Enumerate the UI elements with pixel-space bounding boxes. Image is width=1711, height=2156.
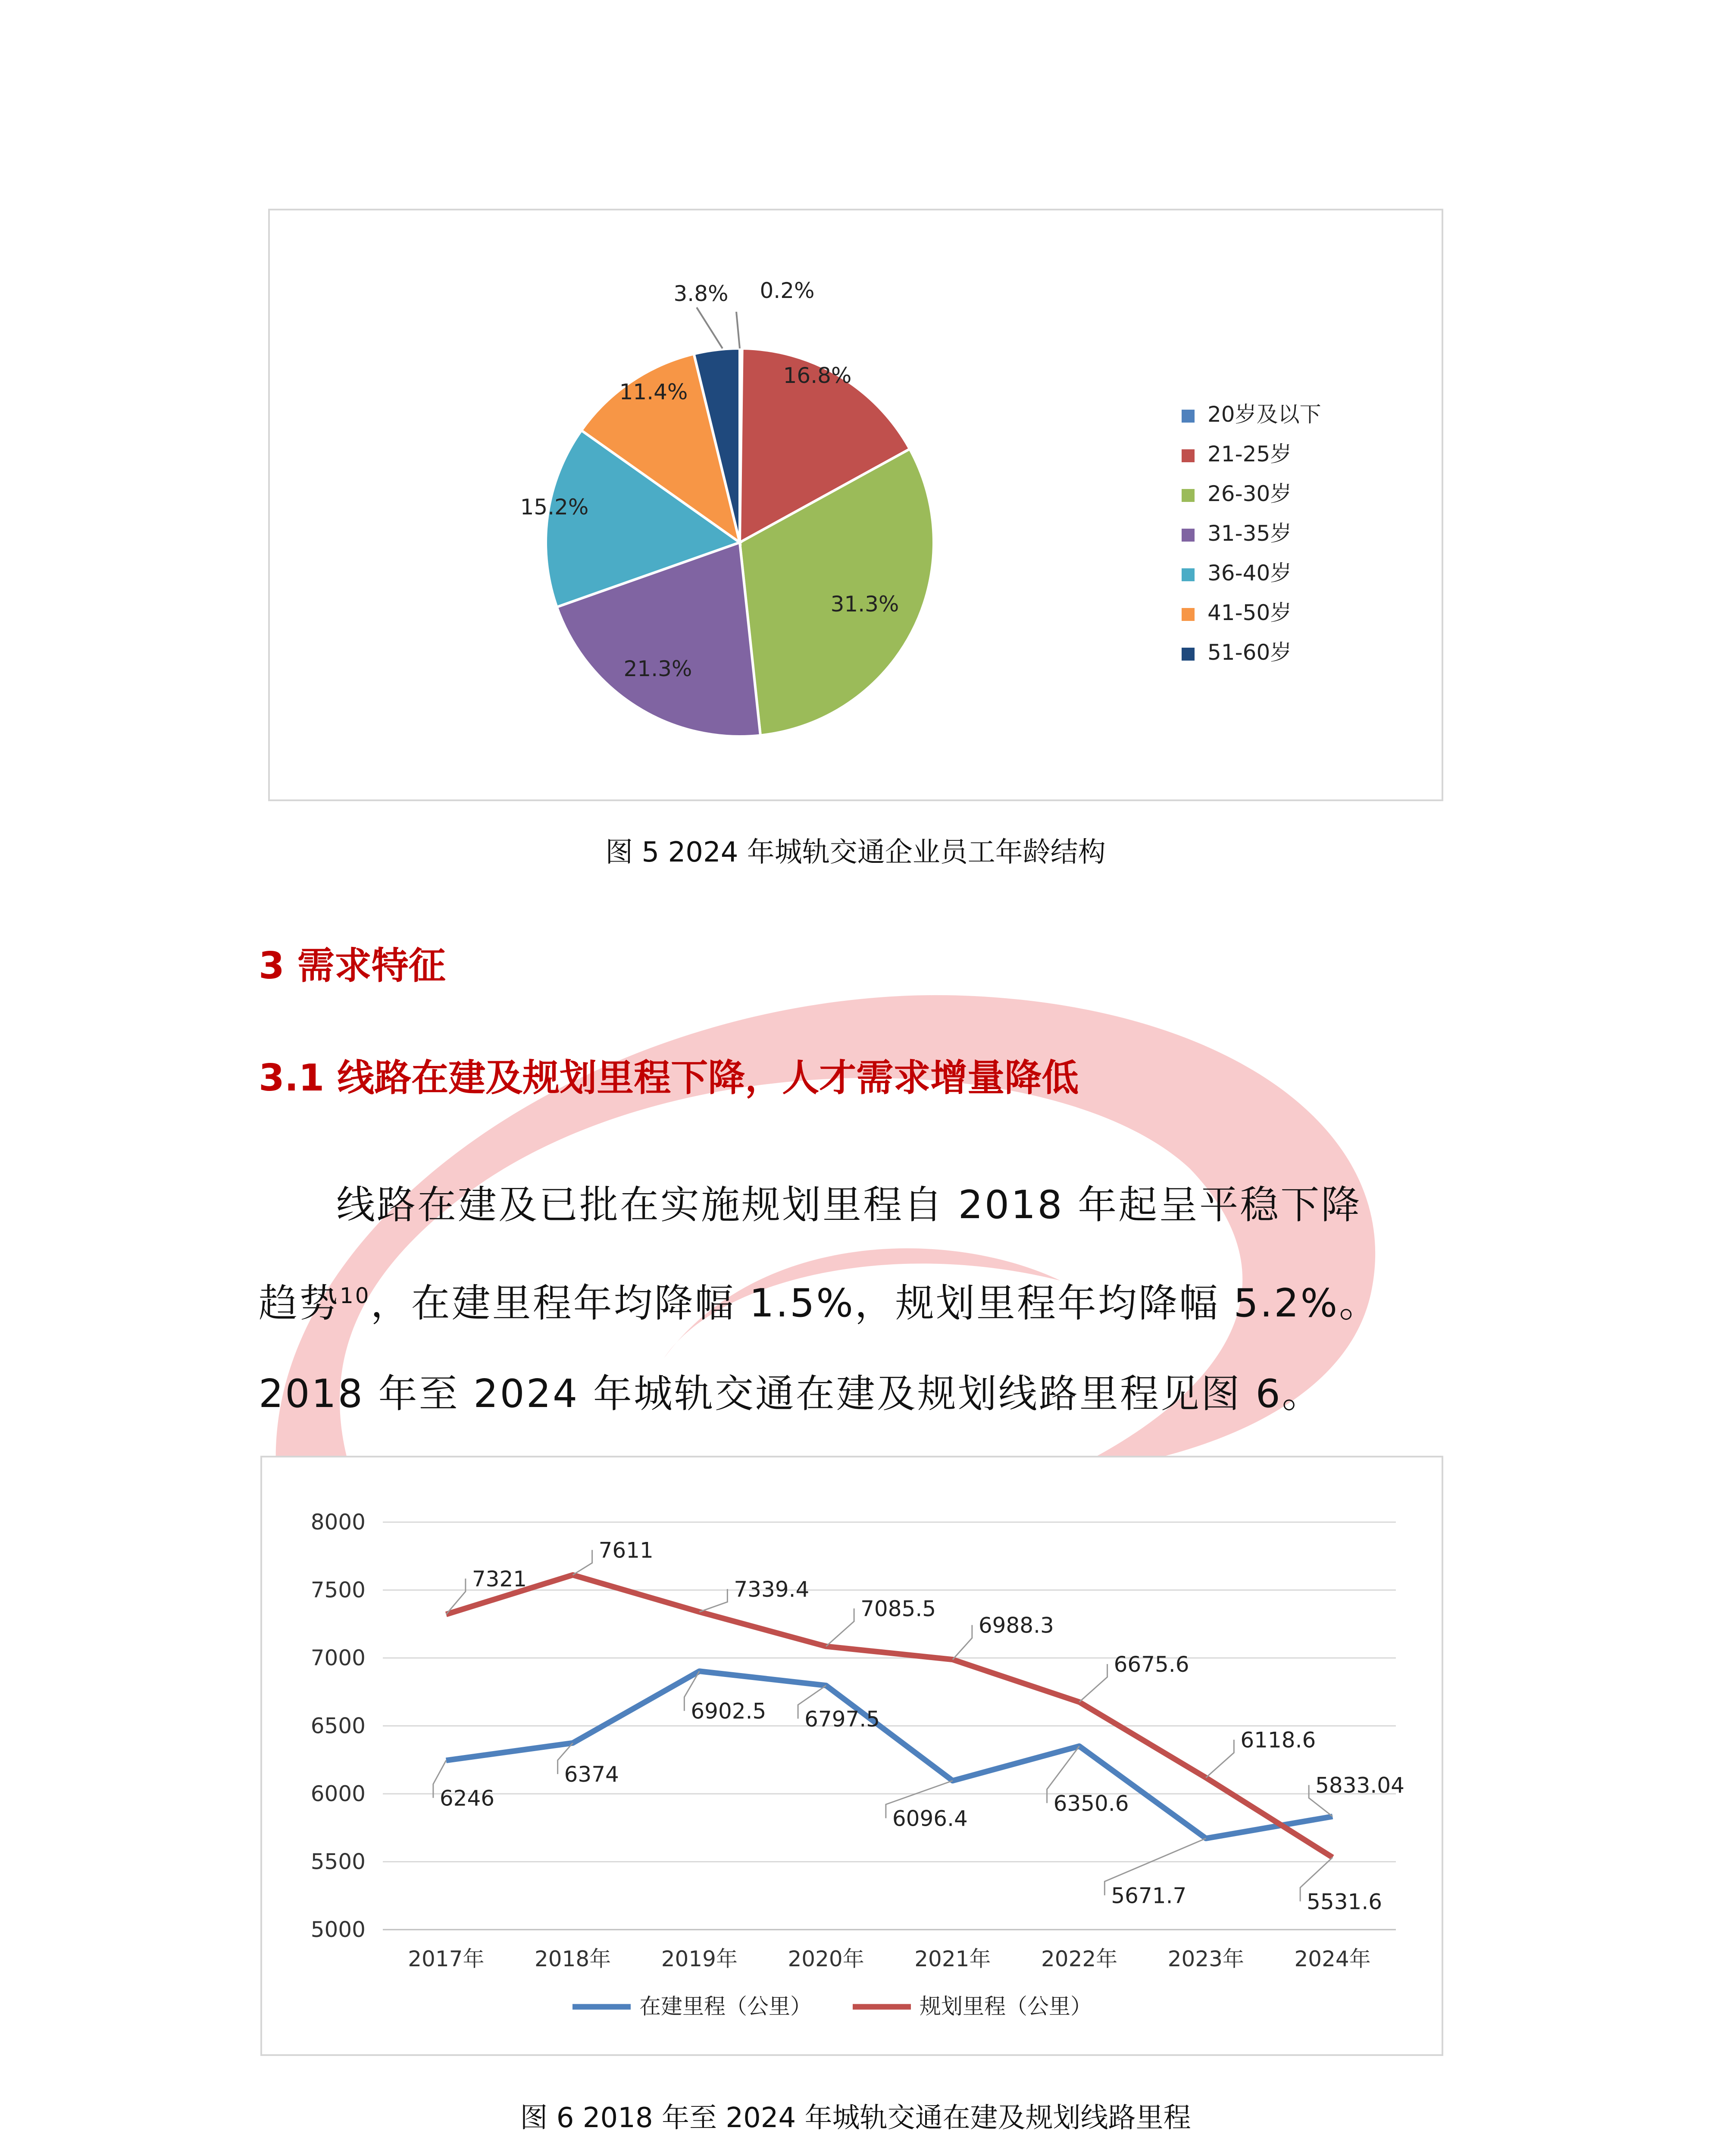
data-label: 6374 <box>564 1762 619 1787</box>
data-label: 6902.5 <box>691 1698 766 1724</box>
line-chart-frame <box>260 1456 1443 2056</box>
slice-data-label: 11.4% <box>619 379 688 404</box>
x-tick-label: 2020年 <box>788 1946 864 1971</box>
data-label: 6350.6 <box>1053 1791 1129 1816</box>
data-label: 6797.5 <box>804 1706 880 1732</box>
x-tick-label: 2024年 <box>1294 1946 1371 1971</box>
slice-data-label: 21.3% <box>623 656 692 681</box>
slice-data-label: 15.2% <box>520 495 589 520</box>
x-tick-label: 2018年 <box>535 1946 611 1971</box>
data-label: 7611 <box>598 1538 654 1563</box>
legend-swatch <box>1182 489 1195 502</box>
data-label-leader <box>1206 1740 1234 1778</box>
data-label: 6118.6 <box>1240 1727 1316 1753</box>
y-tick-label: 6000 <box>310 1781 366 1806</box>
data-label: 7339.4 <box>734 1577 810 1602</box>
figure5-caption: 图 5 2024 年城轨交通企业员工年龄结构 <box>605 837 1106 868</box>
x-tick-label: 2017年 <box>408 1946 485 1971</box>
legend-swatch <box>1182 529 1195 542</box>
section-heading: 3 需求特征 <box>259 944 446 987</box>
x-tick-label: 2023年 <box>1167 1946 1244 1971</box>
y-tick-label: 5000 <box>310 1917 366 1942</box>
legend-label: 20岁及以下 <box>1207 402 1321 427</box>
paragraph-line-2 <box>259 1250 1457 1349</box>
legend-swatch <box>1182 449 1195 462</box>
legend-swatch <box>1182 568 1195 581</box>
slice-data-label: 0.2% <box>760 278 815 303</box>
slice-data-label: 3.8% <box>673 281 729 306</box>
x-tick-label: 2019年 <box>661 1946 738 1971</box>
x-tick-label: 2021年 <box>914 1946 991 1971</box>
data-label-leader <box>953 1625 972 1660</box>
paragraph-line-3: 2018 年至 2024 年城轨交通在建及规划线路里程见图 6。 <box>259 1371 1323 1416</box>
legend-label: 31-35岁 <box>1207 521 1292 546</box>
legend-label: 21-25岁 <box>1207 442 1292 467</box>
legend-label: 51-60岁 <box>1207 640 1292 665</box>
data-label: 7321 <box>472 1566 527 1592</box>
data-label: 5671.7 <box>1111 1883 1187 1908</box>
footnote-ref: 10 <box>340 1283 371 1308</box>
data-label-leader <box>699 1589 727 1612</box>
data-label-leader <box>826 1608 854 1646</box>
y-tick-label: 7500 <box>310 1577 366 1603</box>
legend-label: 在建里程（公里） <box>639 1994 812 2019</box>
slice-leader-line <box>736 312 740 348</box>
x-tick-label: 2022年 <box>1041 1946 1118 1971</box>
data-label: 5833.04 <box>1315 1773 1404 1798</box>
body-paragraph <box>259 1160 1457 1439</box>
data-label: 6988.3 <box>978 1613 1054 1638</box>
figure6-caption: 图 6 2018 年至 2024 年城轨交通在建及规划线路里程 <box>520 2102 1191 2134</box>
line-chart <box>262 1457 1442 2054</box>
paragraph-line-1: 线路在建及已批在实施规划里程自 2018 年起呈平稳下降 <box>336 1182 1362 1228</box>
paragraph-line-2-end: ，在建里程年均降幅 1.5%，规划里程年均降幅 5.2%。 <box>370 1281 1380 1326</box>
subsection-heading: 3.1 线路在建及规划里程下降，人才需求增量降低 <box>259 1056 1079 1100</box>
legend-label: 26-30岁 <box>1207 481 1292 506</box>
data-label: 5531.6 <box>1307 1889 1383 1915</box>
data-label-leader <box>1079 1664 1107 1702</box>
legend-label: 规划里程（公里） <box>920 1994 1092 2019</box>
pie-chart-frame <box>268 209 1443 801</box>
legend-label: 36-40岁 <box>1207 561 1292 586</box>
legend-swatch <box>1182 648 1195 661</box>
series-line <box>446 1671 1333 1839</box>
y-tick-label: 7000 <box>310 1645 366 1670</box>
y-tick-label: 8000 <box>310 1510 366 1535</box>
data-label: 6246 <box>439 1786 495 1811</box>
data-label-leader <box>573 1550 592 1575</box>
slice-data-label: 16.8% <box>783 363 852 388</box>
y-tick-label: 5500 <box>310 1849 366 1874</box>
legend-swatch <box>1182 410 1195 423</box>
data-label: 7085.5 <box>860 1596 936 1622</box>
y-tick-label: 6500 <box>310 1713 366 1739</box>
data-label: 6675.6 <box>1114 1652 1189 1677</box>
slice-data-label: 31.3% <box>830 592 899 617</box>
legend-swatch <box>1182 608 1195 621</box>
legend-label: 41-50岁 <box>1207 600 1292 625</box>
pie-chart <box>270 210 1442 799</box>
data-label: 6096.4 <box>892 1806 968 1831</box>
paragraph-line-2-start: 趋势 <box>259 1281 340 1326</box>
slice-leader-line <box>697 307 723 348</box>
